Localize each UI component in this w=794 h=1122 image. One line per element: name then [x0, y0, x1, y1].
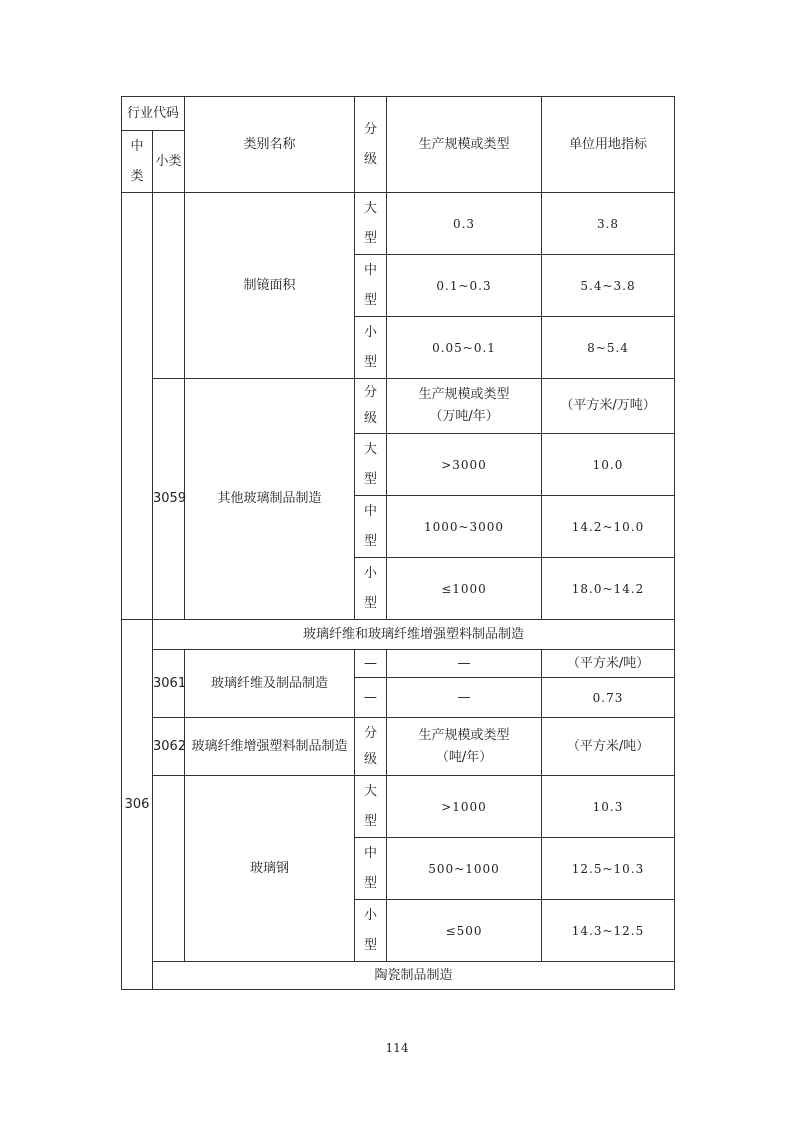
header-mid-class: 中类 [122, 131, 153, 193]
index-cell: 10.3 [542, 776, 675, 838]
unit-header-cell: （平方米/吨） [542, 718, 675, 776]
scale-cell: 0.3 [387, 193, 542, 255]
grade-header-cell: 分级 [355, 379, 387, 434]
index-cell: 3.8 [542, 193, 675, 255]
other-glass-name: 其他玻璃制品制造 [185, 379, 355, 620]
scale-cell: ≤500 [387, 900, 542, 962]
index-cell: 5.4~3.8 [542, 255, 675, 317]
header-industry-code: 行业代码 [122, 97, 185, 131]
scale-cell: ≤1000 [387, 558, 542, 620]
sub-code-3059: 3059 [153, 379, 185, 620]
grade-dash: — [355, 678, 387, 718]
unit-header-cell: （平方米/万吨） [542, 379, 675, 434]
group-title-fiber: 玻璃纤维和玻璃纤维增强塑料制品制造 [153, 620, 675, 650]
glass-steel-name: 玻璃钢 [185, 776, 355, 962]
scale-cell: 0.05~0.1 [387, 317, 542, 379]
scale-cell: >1000 [387, 776, 542, 838]
grade-cell: 大型 [355, 776, 387, 838]
scale-cell: 0.1~0.3 [387, 255, 542, 317]
scale-header-cell: 生产规模或类型 （万吨/年） [387, 379, 542, 434]
mid-code-cell-empty [122, 193, 153, 620]
unit-cell: （平方米/吨） [542, 650, 675, 678]
mid-code-306: 306 [122, 620, 153, 990]
index-cell: 14.2~10.0 [542, 496, 675, 558]
grade-cell: 小型 [355, 558, 387, 620]
grade-dash: — [355, 650, 387, 678]
grade-cell: 小型 [355, 900, 387, 962]
header-land-index: 单位用地指标 [542, 97, 675, 193]
index-cell: 14.3~12.5 [542, 900, 675, 962]
scale-dash: — [387, 678, 542, 718]
index-cell: 18.0~14.2 [542, 558, 675, 620]
header-category-name: 类别名称 [185, 97, 355, 193]
grade-cell: 大型 [355, 193, 387, 255]
sub-code-cell-empty [153, 193, 185, 379]
index-cell: 0.73 [542, 678, 675, 718]
grade-cell: 中型 [355, 496, 387, 558]
header-scale: 生产规模或类型 [387, 97, 542, 193]
index-cell: 12.5~10.3 [542, 838, 675, 900]
scale-dash: — [387, 650, 542, 678]
header-sub-class: 小类 [153, 131, 185, 193]
header-grade: 分级 [355, 97, 387, 193]
group-title-ceramics: 陶瓷制品制造 [153, 962, 675, 990]
page-number: 114 [385, 1041, 409, 1055]
mirror-name: 制镜面积 [185, 193, 355, 379]
grade-header-cell: 分级 [355, 718, 387, 776]
land-index-table [121, 96, 675, 990]
index-cell: 8~5.4 [542, 317, 675, 379]
sub-code-cell-empty [153, 776, 185, 962]
grade-cell: 中型 [355, 255, 387, 317]
fiber-name: 玻璃纤维及制品制造 [185, 650, 355, 718]
grade-cell: 小型 [355, 317, 387, 379]
scale-cell: >3000 [387, 434, 542, 496]
frp-name: 玻璃纤维增强塑料制品制造 [185, 718, 355, 776]
scale-cell: 500~1000 [387, 838, 542, 900]
sub-code-3061: 3061 [153, 650, 185, 718]
index-cell: 10.0 [542, 434, 675, 496]
grade-cell: 大型 [355, 434, 387, 496]
scale-cell: 1000~3000 [387, 496, 542, 558]
grade-cell: 中型 [355, 838, 387, 900]
sub-code-3062: 3062 [153, 718, 185, 776]
scale-header-cell: 生产规模或类型 （吨/年） [387, 718, 542, 776]
